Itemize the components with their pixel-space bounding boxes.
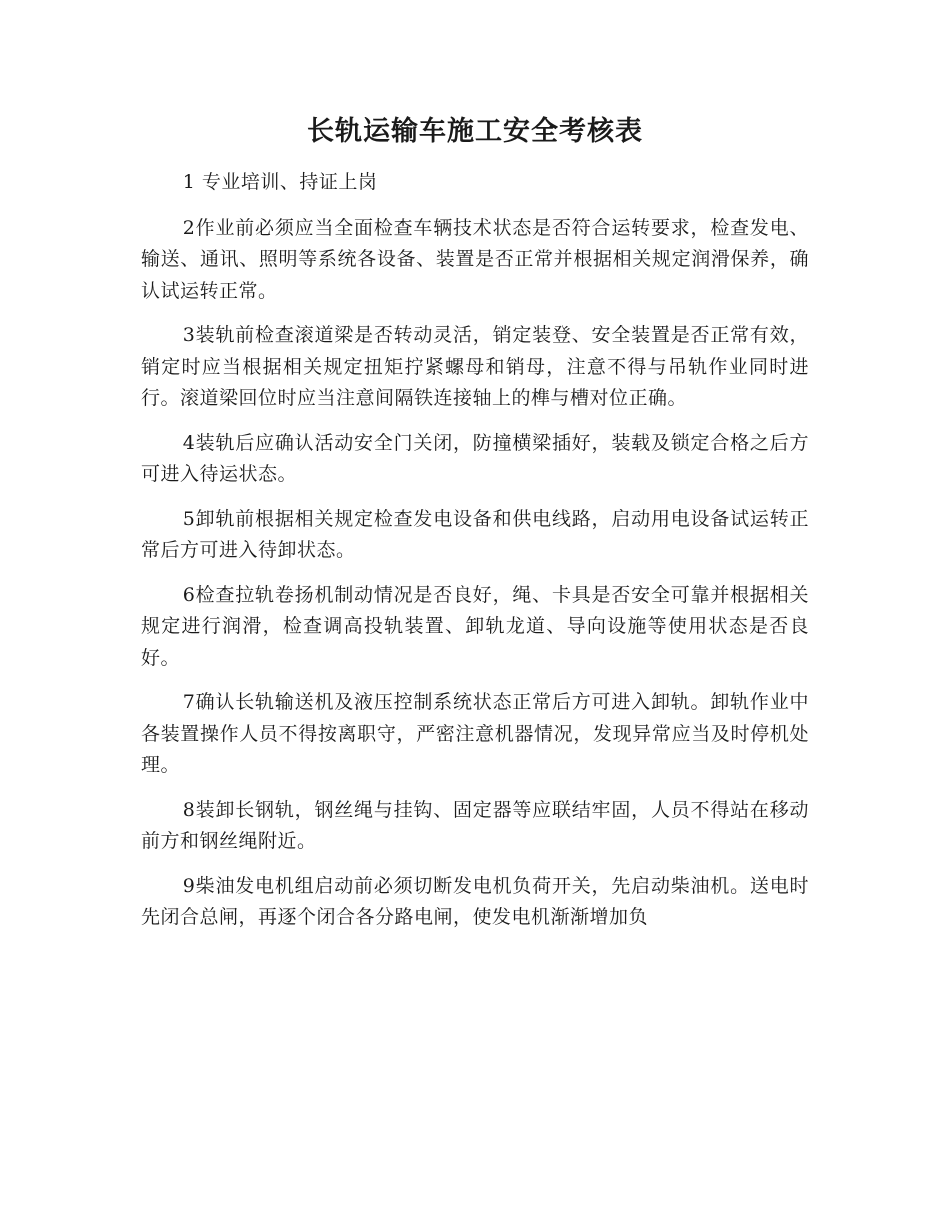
document-title: 长轨运输车施工安全考核表 — [307, 116, 643, 147]
document-body — [141, 167, 809, 947]
paragraph-1: 1 专业培训、持证上岗 — [182, 171, 378, 193]
paragraph-7: 7确认长轨输送机及液压控制系统状态正常后方可进入卸轨。卸轨作业中各装置操作人员不得按离职守，严密注意机器情况，发现异常应当及时停机处理。 — [141, 691, 809, 776]
paragraph-4: 4装轨后应确认活动安全门关闭，防撞横梁插好，装载及锁定合格之后方可进入待运状态。 — [141, 431, 809, 485]
paragraph-9: 9柴油发电机组启动前必须切断发电机负荷开关，先启动柴油机。送电时先闭合总闸，再逐个闭合各分路电闸，使发电机渐渐增加负 — [141, 874, 809, 928]
paragraph-2: 2作业前必须应当全面检查车辆技术状态是否符合运转要求，检查发电、输送、通讯、照明等系统各设备、装置是否正常并根据相关规定润滑保养，确认试运转正常。 — [141, 216, 809, 302]
paragraph-8: 8装卸长钢轨，钢丝绳与挂钩、固定器等应联结牢固，人员不得站在移动前方和钢丝绳附近。 — [141, 798, 809, 852]
paragraph-3: 3装轨前检查滚道梁是否转动灵活，销定装登、安全装置是否正常有效，销定时应当根据相关规定扭矩拧紧螺母和销母，注意不得与吊轨作业同时进行。滚道梁回位时应当注意间隔铁连接轴上的榫与槽对位正确。 — [141, 324, 809, 409]
paragraph-6: 6检查拉轨卷扬机制动情况是否良好，绳、卡具是否安全可靠并根据相关规定进行润滑，检查调高投轨装置、卸轨龙道、导向设施等使用状态是否良好。 — [141, 583, 809, 669]
paragraph-5: 5卸轨前根据相关规定检查发电设备和供电线路，启动用电设备试运转正常后方可进入待卸状态。 — [141, 507, 809, 561]
